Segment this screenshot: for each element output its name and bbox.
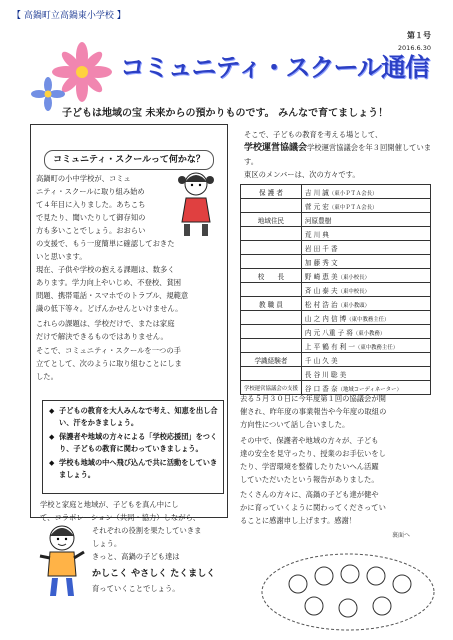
slogan: かしこく やさしく たくましく bbox=[92, 569, 216, 579]
member-name-text: 谷 口 香 奈 bbox=[304, 384, 338, 393]
table-row bbox=[241, 339, 431, 353]
member-name-text: 松 村 浩 治 bbox=[304, 300, 338, 309]
member-note: （東中教務主任） bbox=[354, 344, 399, 351]
text-line: て、コラボレーション（共同・協力）しながら、 bbox=[40, 513, 201, 522]
flower-decoration-icon bbox=[30, 34, 120, 114]
text-line: 問題、携帯電話・スマホでのトラブル、規範意 bbox=[36, 291, 189, 300]
member-name-text: 内 元 八重 子 将 bbox=[304, 328, 353, 337]
list-item: ◆ 保護者や地域の方々による「学校応援団」をつくり、子どもの教育に関わっていきましょう。 bbox=[49, 431, 219, 455]
intro-paragraph bbox=[36, 172, 170, 237]
table-row bbox=[241, 269, 431, 283]
member-note: （東小ＰＴＡ会長） bbox=[328, 190, 378, 197]
member-name bbox=[301, 255, 430, 269]
member-name bbox=[301, 283, 430, 297]
thanks-paragraph bbox=[240, 488, 440, 527]
text-line: しょう。 bbox=[92, 539, 122, 548]
text-line: そこで、コミュニティ・スクールを一つの手 bbox=[36, 346, 181, 355]
member-name bbox=[301, 185, 430, 199]
member-role: 学校運営協議会の支援 bbox=[241, 381, 302, 395]
text-line: 催され、昨年度の事業報告や今年度の取組の bbox=[240, 407, 387, 416]
member-name-text: 荒 川 典 bbox=[304, 230, 329, 239]
member-role: 地域住民 bbox=[241, 213, 302, 227]
text-line: それぞれの役割を果たしていきま bbox=[92, 526, 202, 535]
activity-report bbox=[240, 434, 440, 486]
table-row bbox=[241, 241, 431, 255]
member-note: （東小校長） bbox=[337, 274, 370, 281]
table-row bbox=[241, 213, 431, 227]
member-role bbox=[241, 311, 302, 325]
issues-paragraph bbox=[36, 263, 222, 315]
member-name bbox=[301, 339, 430, 353]
approach-paragraph bbox=[36, 344, 222, 383]
issue-date: 2016.6.30 bbox=[397, 44, 431, 52]
member-name-text: 山 之 内 信 博 bbox=[304, 314, 347, 323]
text-line: これらの課題は、学校だけで、または家庭 bbox=[36, 319, 175, 328]
continued-note: 裏面へ bbox=[392, 532, 411, 539]
member-role bbox=[241, 255, 302, 269]
member-name bbox=[301, 269, 430, 283]
member-name-text: 岩 田 千 香 bbox=[304, 244, 338, 253]
section-title: コミュニティ・スクールって何かな？ bbox=[44, 150, 214, 170]
text-line: 去る５月３０日に今年度第１回の協議会が開 bbox=[240, 394, 386, 403]
member-role: 教 職 員 bbox=[241, 297, 302, 311]
table-row bbox=[241, 199, 431, 213]
text-line: いと思います。 bbox=[36, 252, 87, 261]
member-role: 学識経験者 bbox=[241, 353, 302, 367]
member-name bbox=[301, 241, 430, 255]
text-line: その中で、保護者や地域の方々が、子ども bbox=[240, 436, 379, 445]
text-line: たくさんの方々に、高鍋の子ども達が健や bbox=[240, 490, 379, 499]
table-row bbox=[241, 311, 431, 325]
member-note: （東小教務） bbox=[352, 330, 386, 337]
member-name bbox=[301, 325, 430, 339]
member-name-text: 斉 山 泰 夫 bbox=[304, 286, 338, 295]
text-line: ることに感謝申し上げます。 bbox=[240, 516, 335, 525]
table-row bbox=[241, 255, 431, 269]
tagline: 子どもは地域の宝 未来からの預かりものです。 みんなで育てましょう！ bbox=[62, 108, 389, 119]
member-name-text: 菅 元 宏 bbox=[304, 202, 329, 211]
member-name bbox=[301, 227, 430, 241]
table-row bbox=[241, 297, 431, 311]
text-line: て４年目に入りました。あちこち bbox=[36, 200, 146, 209]
text-line: 達の安全を見守ったり、授業のお手伝いをし bbox=[240, 449, 386, 458]
text-line: ニティ・スクールに取り組み始め bbox=[36, 187, 145, 196]
member-name bbox=[301, 353, 430, 367]
list-item: ◆ 子どもの教育を大人みんなで考え、知恵を出し合い、汗をかきましょう。 bbox=[49, 405, 219, 429]
member-note: （地域コーディネーター） bbox=[337, 386, 402, 393]
closing-end: 育っていくことでしょう。 bbox=[92, 584, 180, 593]
text-line: 学校運営協議会を年３回開催していま bbox=[307, 143, 432, 152]
text-line: そこで、子どもの教育を考える場として、 bbox=[244, 130, 383, 139]
member-name-text: 長 谷 川 聡 美 bbox=[304, 370, 347, 379]
text-line: 識の低下等々。どげんかせんといけません。 bbox=[36, 304, 183, 313]
text-line: だけで解決できるものではありません。 bbox=[36, 332, 168, 341]
member-role bbox=[241, 227, 302, 241]
member-note: （東中教務主任） bbox=[346, 316, 390, 323]
member-name-text: 吉 川 誠 bbox=[304, 188, 329, 197]
member-role: 保 護 者 bbox=[241, 185, 302, 199]
table-row bbox=[241, 367, 431, 381]
child-illustration-icon bbox=[168, 168, 224, 238]
issue-number: 第１号 bbox=[407, 31, 431, 40]
member-name bbox=[301, 199, 430, 213]
text-line: 方も多いことでしょう。おおらい bbox=[36, 226, 146, 235]
member-name-text: 千 山 久 美 bbox=[304, 356, 338, 365]
council-name: 学校運営協議会 bbox=[244, 143, 308, 153]
text-line: 方向性について話し合いました。 bbox=[240, 420, 350, 429]
text-line: していただいたという報告がありました。 bbox=[240, 475, 379, 484]
member-role bbox=[241, 199, 302, 213]
closing-paragraph bbox=[40, 498, 226, 524]
thanks-word: 感謝！ bbox=[334, 516, 357, 525]
member-role bbox=[241, 367, 302, 381]
member-name bbox=[301, 367, 430, 381]
children-group-illustration-icon bbox=[258, 548, 438, 632]
member-role bbox=[241, 283, 302, 297]
text-line: 学校と家庭と地域が、子どもを真ん中にし bbox=[40, 500, 179, 509]
member-name-text: 河原豊樹 bbox=[304, 216, 332, 225]
member-name bbox=[301, 297, 430, 311]
text-line: 立てとして、次のように取り組むことにしま bbox=[36, 359, 182, 368]
text-line: かに育っていくように関わってくださってい bbox=[240, 503, 386, 512]
table-row bbox=[241, 353, 431, 367]
member-role bbox=[241, 325, 302, 339]
text-line: たり、学習環境を整備したりたいへん活躍 bbox=[240, 462, 379, 471]
member-name bbox=[301, 311, 430, 325]
member-name-text: 上 平 鶴 有 利 一 bbox=[304, 342, 355, 351]
table-row bbox=[241, 227, 431, 241]
member-note: （東中ＰＴＡ会長） bbox=[328, 204, 378, 211]
text-line: きっと、高鍋の子ども達は bbox=[92, 552, 180, 561]
member-note: （東小教頭） bbox=[337, 302, 370, 309]
member-name-text: 野 崎 恵 美 bbox=[304, 272, 338, 281]
text-line: で見たり、聞いたりして御存知の bbox=[36, 213, 146, 222]
meeting-report bbox=[240, 392, 440, 431]
members-table bbox=[240, 184, 431, 395]
table-row bbox=[241, 325, 431, 339]
council-intro bbox=[244, 128, 440, 168]
challenge-paragraph bbox=[36, 317, 222, 343]
member-name bbox=[301, 213, 430, 227]
members-intro: 東区のメンバーは、次の方々です。 bbox=[244, 170, 360, 179]
member-name-text: 加 藤 秀 文 bbox=[304, 258, 338, 267]
list-item: ◆ 学校も地域の中へ飛び込んで共に活動をしていきましょう。 bbox=[49, 457, 219, 481]
member-role bbox=[241, 241, 302, 255]
member-note: （東中校長） bbox=[337, 288, 370, 295]
boy-illustration-icon bbox=[36, 522, 88, 602]
intro-paragraph-cont bbox=[36, 237, 222, 263]
text-line: あります。学力向上やいじめ、不登校、貧困 bbox=[36, 278, 182, 287]
table-row bbox=[241, 283, 431, 297]
table-row bbox=[241, 185, 431, 199]
policy-box bbox=[42, 400, 224, 494]
text-line: す。 bbox=[244, 157, 259, 166]
closing-paragraph-indent bbox=[92, 524, 226, 563]
text-line: 高鍋町の小中学校が、コミュ bbox=[36, 174, 131, 183]
text-line: の支援で、もう一度簡単に確認しておきた bbox=[36, 239, 175, 248]
school-name: 【 高鍋町立高鍋東小学校 】 bbox=[12, 11, 126, 21]
member-role: 校 長 bbox=[241, 269, 302, 283]
text-line: した。 bbox=[36, 372, 58, 381]
member-role bbox=[241, 339, 302, 353]
text-line: 現在、子供や学校の抱える課題は、数多く bbox=[36, 265, 175, 274]
newsletter-title: コミュニティ・スクール通信 bbox=[120, 53, 430, 82]
